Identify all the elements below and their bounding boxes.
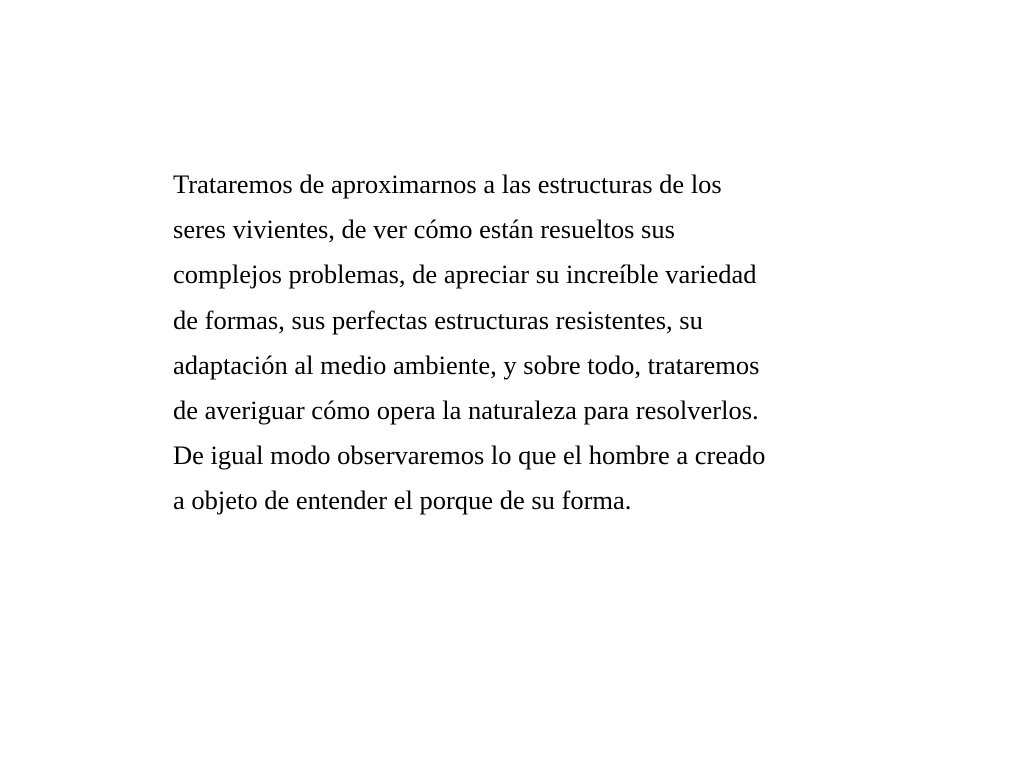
text-line-2: seres vivientes, de ver cómo están resueltos sus — [173, 214, 675, 245]
text-line-5: adaptación al medio ambiente, y sobre todo, trataremos — [173, 349, 760, 380]
text-line-1: Trataremos de aproximarnos a las estructuras de los — [173, 169, 722, 199]
text-line-4: de formas, sus perfectas estructuras resistentes, su — [173, 304, 703, 335]
text-line-3: complejos problemas, de apreciar su increíble variedad — [173, 259, 757, 290]
body-paragraph — [173, 162, 953, 524]
text-line-7: De igual modo observaremos lo que el hombre a creado — [173, 440, 766, 471]
text-line-8: a objeto de entender el porque de su forma. — [173, 485, 632, 516]
text-line-6: de averiguar cómo opera la naturaleza para resolverlos. — [173, 395, 759, 426]
